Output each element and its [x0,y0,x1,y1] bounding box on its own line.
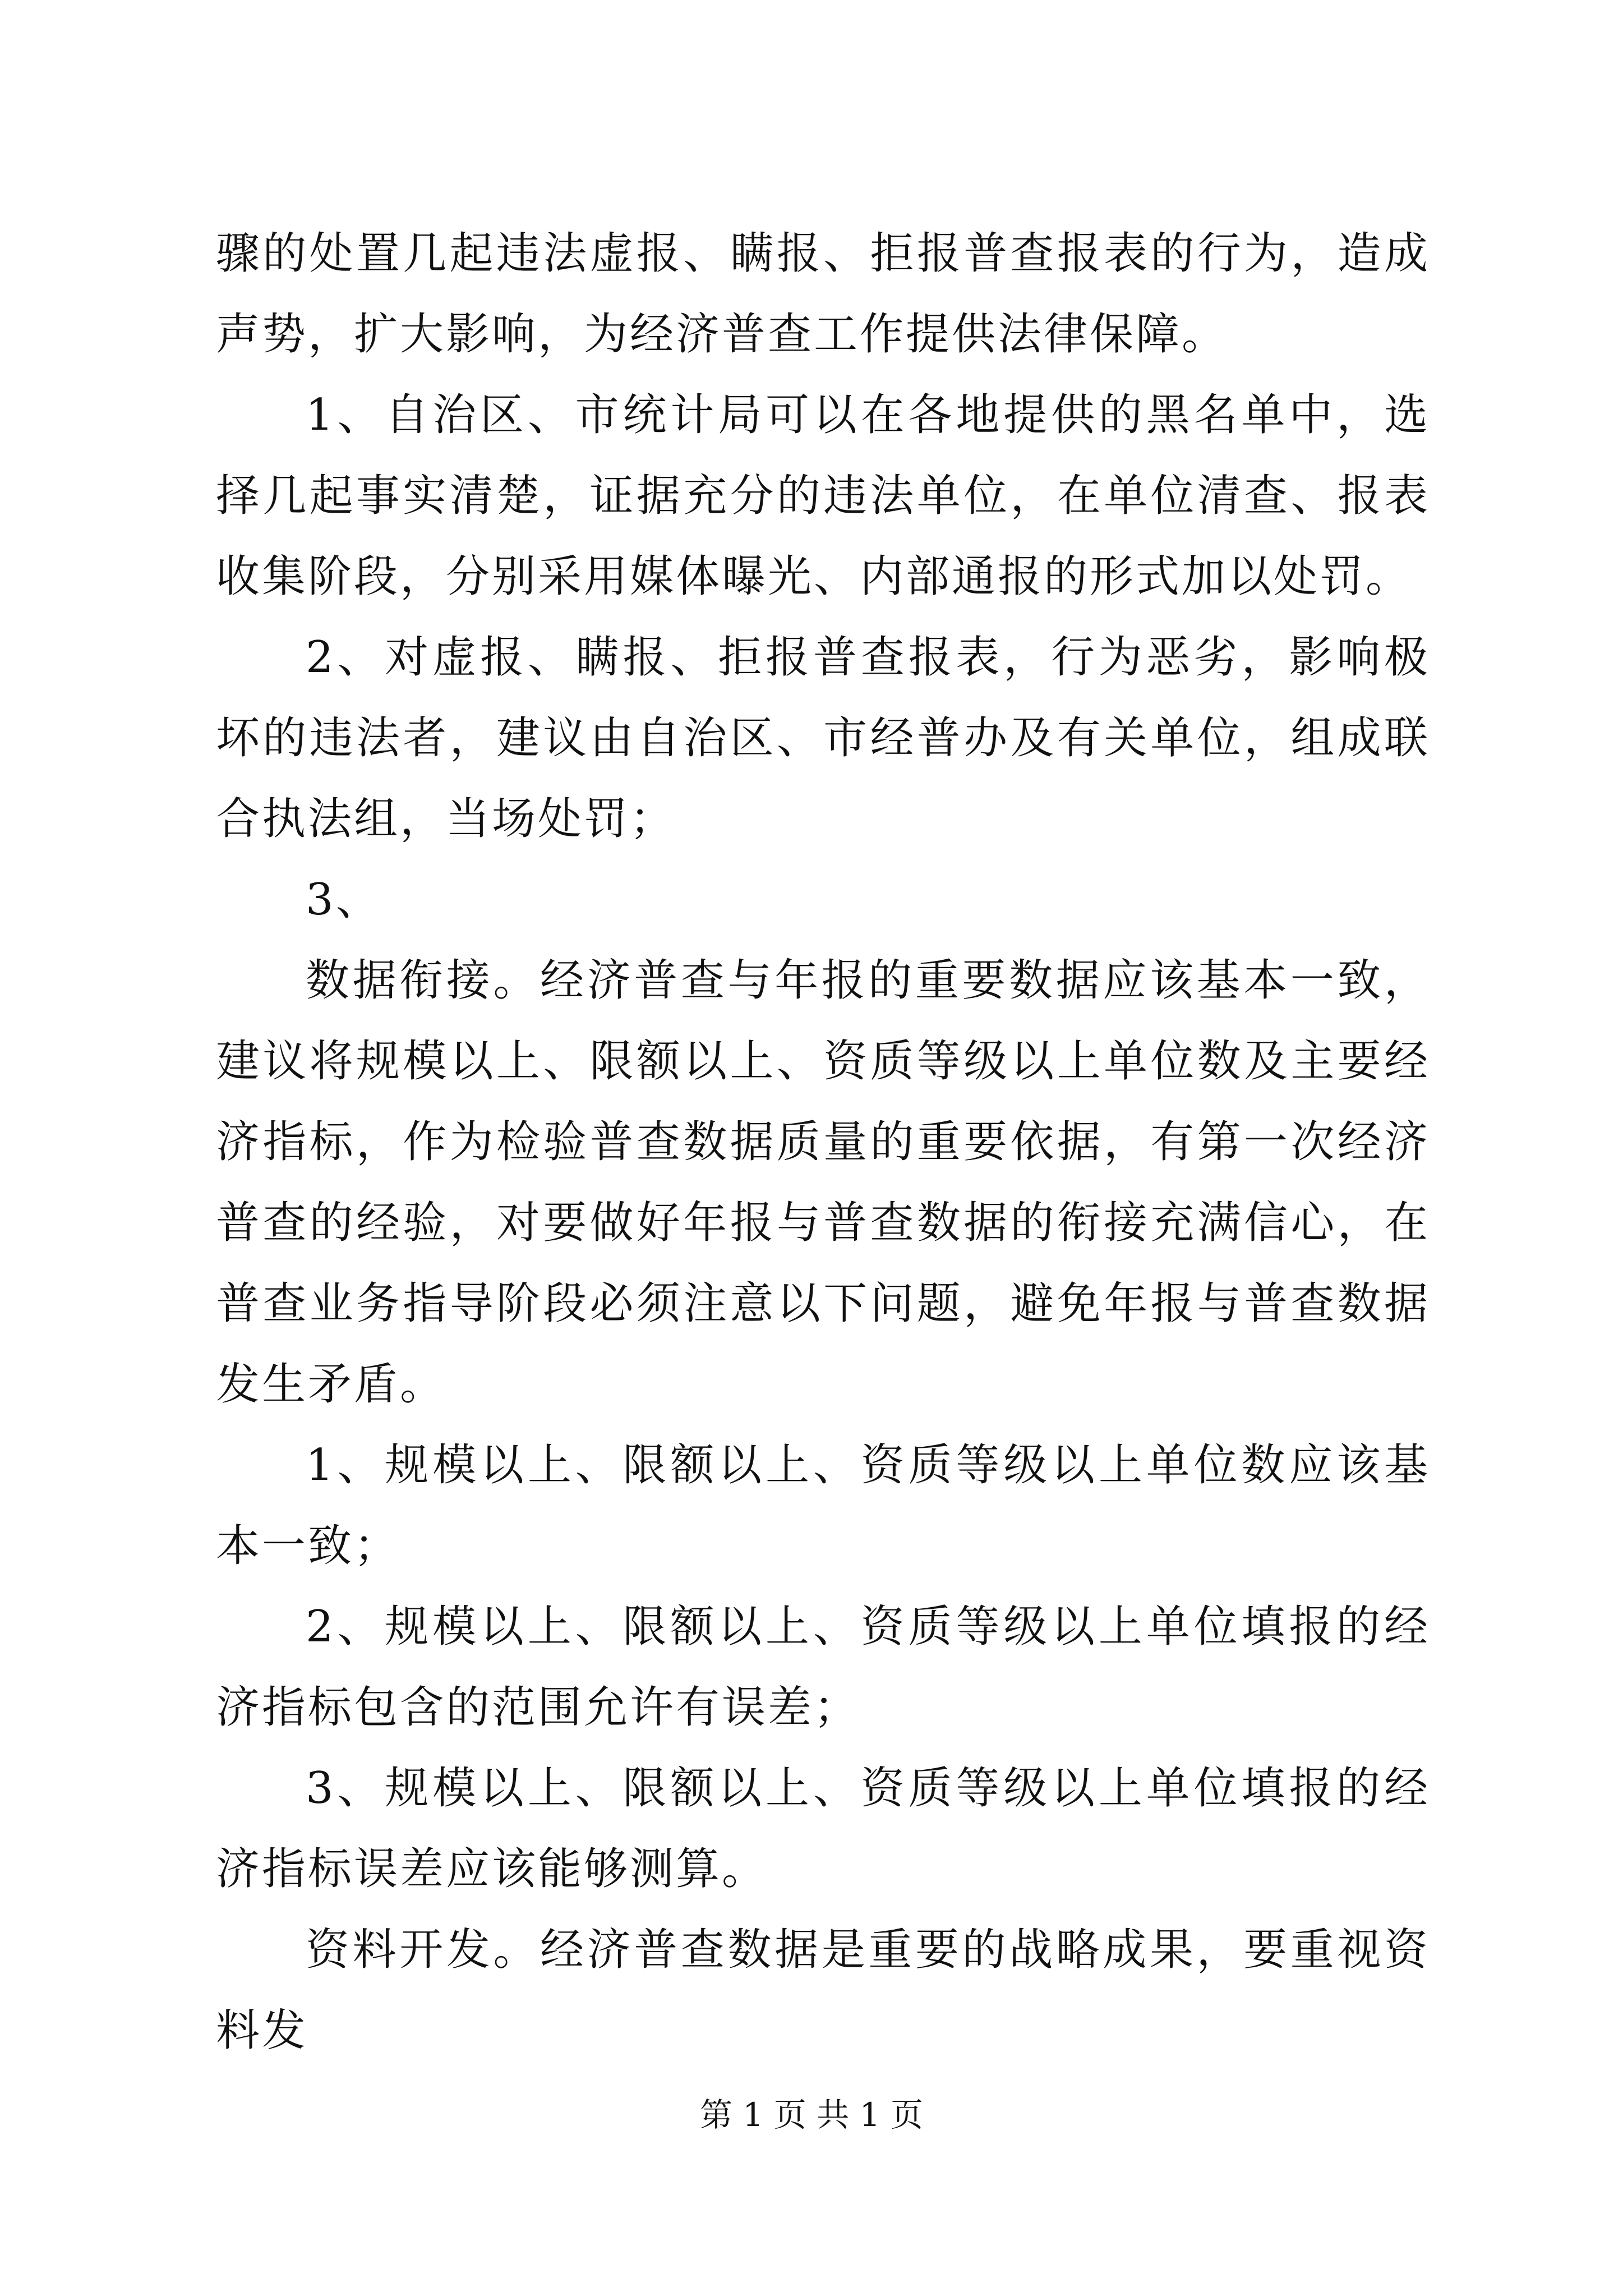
paragraph-6: 1、规模以上、限额以上、资质等级以上单位数应该基本一致； [216,1440,1430,1571]
paragraph-5: 数据衔接。经济普查与年报的重要数据应该基本一致，建议将规模以上、限额以上、资质等级以上单位数及主要经济指标，作为检验普查数据质量的重要依据，有第一次经济普查的经验，对要做好年报与普查数据的衔接充满信心，在普查业务指导阶段必须注意以下问题，避免年报与普查数据发生矛盾。 [216,955,1430,1410]
paragraph-8: 3、规模以上、限额以上、资质等级以上单位填报的经济指标误差应该能够测算。 [216,1763,1430,1894]
paragraph-2: 1、自治区、市统计局可以在各地提供的黑名单中，选择几起事实清楚，证据充分的违法单位，在单位清查、报表收集阶段，分别采用媒体曝光、内部通报的形式加以处罚。 [216,390,1430,602]
paragraph-7: 2、规模以上、限额以上、资质等级以上单位填报的经济指标包含的范围允许有误差； [216,1602,1430,1733]
paragraph-1: 骤的处置几起违法虚报、瞒报、拒报普查报表的行为，造成声势，扩大影响，为经济普查工作提供法律保障。 [216,228,1430,360]
paragraph-3: 2、对虚报、瞒报、拒报普查报表，行为恶劣，影响极坏的违法者，建议由自治区、市经普办及有关单位，组成联合执法组，当场处罚； [216,632,1430,844]
paragraph-9: 资料开发。经济普查数据是重要的战略成果，要重视资料发 [216,1925,1430,2056]
document-body [216,213,1430,2071]
page-footer: 第 1 页 共 1 页 [700,2096,923,2134]
paragraph-4: 3、 [306,875,382,925]
